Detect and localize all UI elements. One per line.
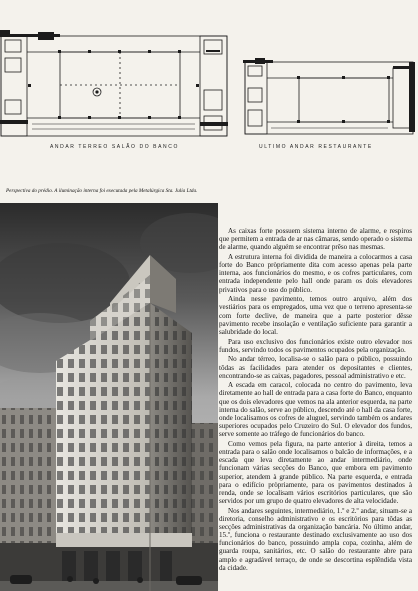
paragraph: A escada em caracol, colocada no centro do pavimento, leva diretamente ao hall de entrada para a casa forte do Banco, enquanto que os dois elevadores que vemos na ala anterior esquerda, na parte interna do salão, serve ao público, descendo até o hall da casa forte, onde localisamos os cofres de aluguel, servindo também os andares superiores ocupados pelo Cruzeiro do Sul. O elevador dos fundos, serve somente ao tráfego de funcionários do banco. [219, 381, 412, 439]
photo-caption: Perspectiva do prédio. A iluminação interna foi executada pela Metalúrgica Sta. Julia Ltda. [6, 188, 198, 194]
article-text [219, 227, 412, 573]
ground-floor-plan [0, 30, 232, 138]
paragraph: Como vemos pela figura, na parte anterior à direita, temos a entrada para o salão onde localisamos o balcão de informações, e a escada que leva diretamente ao andar intermediário, onde funcionam várias secções do Banco, que embora em pavimento superior, atendem à grande público. Na parte esquerda, e entrada para o edifício pròpriamente, para os pavimentos destinados à renda, onde se localisam vários escritórios particulares, que são servidos por um grupo de quatro elevadores de alta velocidade. [219, 439, 412, 505]
top-floor-caption: ULTIMO ANDAR RESTAURANTE [259, 144, 373, 150]
paragraph: A estrutura interna foi dividida de maneira a colocarmos a casa forte do Banco pròpriamente dita com acesso apenas pela parte interna, aos funcionários do mesmo, e os cofres particulares, com entrada independente pelo hall onde param os dois elevadores privativos para o uso do público. [219, 252, 412, 294]
paragraph: Para uso exclusivo dos funcionários existe outro elevador nos fundos, servindo todos os pavimentos ocupados pela organização. [219, 337, 412, 354]
paragraph: Nos andares seguintes, intermediário, 1.º e 2.º andar, situam-se a diretoria, conselho administrativo e os escritórios para tôdas as secções administrativas da organização bancária. No último andar, 15.º, funciona o restaurante destinado exclusivamente ao uso dos funcionários do banco, possuindo ampla copa, cozinha, além de guarda roupa, sanitários, etc. O salão do restaurante abre para amplo e agradável terraço, de onde se descortina esplêndida vista da cidade. [219, 506, 412, 572]
paragraph: Ainda nesse pavimento, temos outro arquivo, além dos vestiários para os empregados, uma vez que o terreno apresenta-se com forte declive, de maneira que a parte posterior dêsse pavimento recebe insolação e ventilação suficiente para garantir a salubridade do local. [219, 295, 412, 336]
top-floor-plan [243, 58, 418, 138]
paragraph: As caixas forte possuem sistema interno de alarme, e respiros que permitem a entrada de ar nas câmaras, sendo operado o sistema de alarme, quando alguém se encontrar prêso nas mesmas. [219, 227, 412, 252]
building-perspective-photo [0, 203, 218, 591]
ground-floor-caption: ANDAR TERREO SALÃO DO BANCO [50, 144, 179, 150]
paragraph: No andar térreo, localisa-se o salão para o público, possuindo tôdas as facilidades para atender os depositantes e clientes, encontrando-se as caixas, pagadores, pessoal administrativo e etc. [219, 355, 412, 380]
